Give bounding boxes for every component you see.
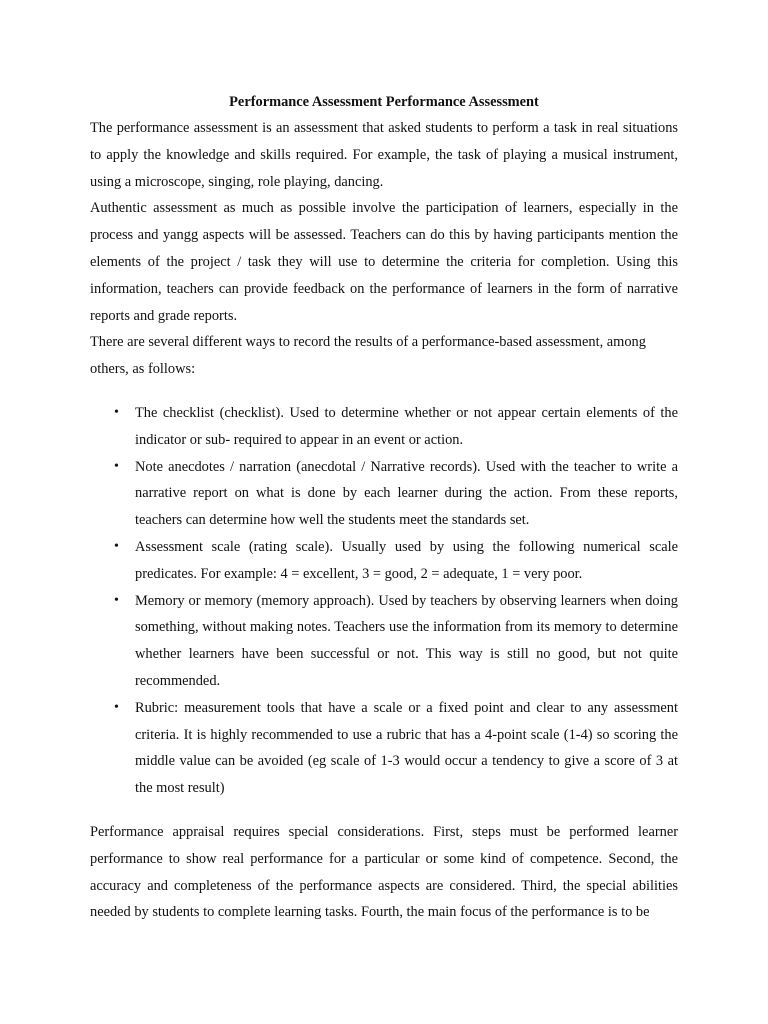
section-spacer (90, 383, 678, 400)
bullet-icon: • (114, 699, 119, 715)
intro-paragraph-3: There are several different ways to record the results of a performance-based assessment, among others, as follows: (90, 334, 646, 378)
closing-paragraph: Performance appraisal requires special considerations. First, steps must be performed learner performance to show real performance for a particular or some kind of competence. Second, the accuracy and completeness of the performance aspects are considered. Third, the special abilities needed by students to complete learning tasks. Fourth, the main focus of the performance is to be (90, 823, 678, 921)
list-item-memory-approach (90, 588, 678, 695)
bullet-icon: • (114, 404, 119, 420)
list-item-text: Memory or memory (memory approach). Used by teachers by observing learners when doing something, without making notes. Teachers use the information from its memory to determine whether learners have been successful or not. This way is still no good, but not quite recommended. (135, 592, 678, 689)
bullet-icon: • (114, 538, 119, 554)
list-item-text: Rubric: measurement tools that have a scale or a fixed point and clear to any assessment criteria. It is highly recommended to use a rubric that has a 4-point scale (1-4) so scoring the middle value can be avoided (eg scale of 1-3 would occur a tendency to give a score of 3 at the most result) (135, 699, 678, 797)
section-spacer (90, 802, 678, 819)
intro-paragraph-2: Authentic assessment as much as possible involve the participation of learners, especially in the process and yangg aspects will be assessed. Teachers can do this by having participants mention the elements of the project / task they will use to determine the criteria for completion. Using this information, teachers can provide feedback on the performance of learners in the form of narrative reports and grade reports. (90, 200, 678, 324)
bullet-icon: • (114, 458, 119, 474)
list-item-rubric (90, 695, 678, 802)
document-title: Performance Assessment Performance Assessment (229, 94, 539, 110)
list-item-anecdotal-records (90, 454, 678, 534)
list-item-text: Note anecdotes / narration (anecdotal / Narrative records). Used with the teacher to write a narrative report on what is done by each learner during the action. From these reports, teachers can determine how well the students meet the standards set. (135, 458, 678, 529)
assessment-methods-list (90, 400, 678, 802)
list-item-rating-scale (90, 534, 678, 588)
list-item-checklist (90, 400, 678, 454)
intro-paragraph-1: The performance assessment is an assessment that asked students to perform a task in real situations to apply the knowledge and skills required. For example, the task of playing a musical instrument, using a microscope, singing, role playing, dancing. (90, 120, 678, 190)
document-body (90, 89, 678, 926)
list-item-text: The checklist (checklist). Used to determine whether or not appear certain elements of the indicator or sub- required to appear in an event or action. (135, 404, 678, 448)
list-item-text: Assessment scale (rating scale). Usually used by using the following numerical scale predicates. For example: 4 = excellent, 3 = good, 2 = adequate, 1 = very poor. (135, 538, 678, 582)
bullet-icon: • (114, 592, 119, 608)
